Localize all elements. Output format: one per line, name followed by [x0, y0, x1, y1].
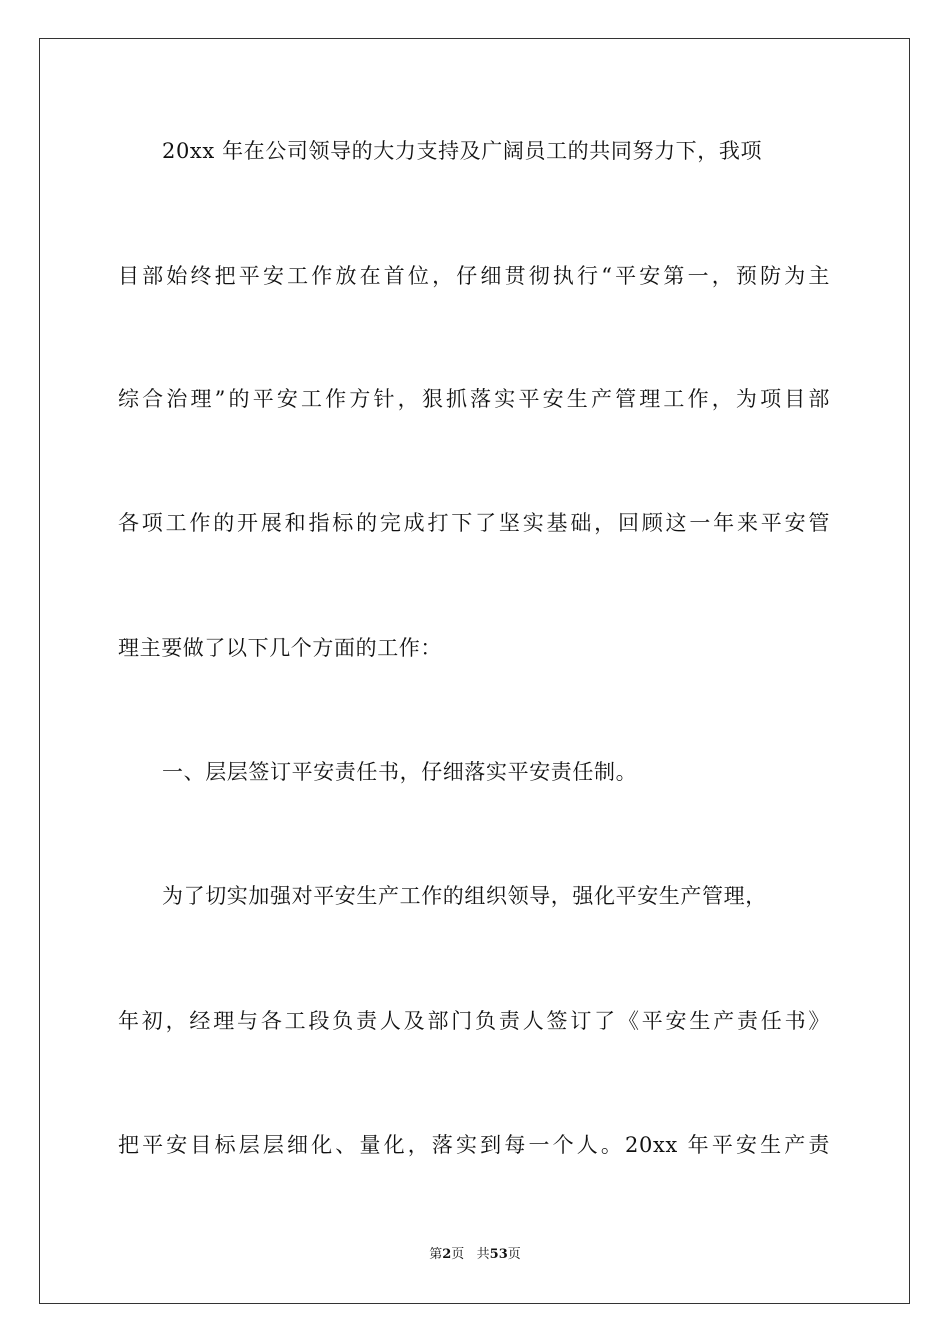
paragraph-line-7: 年初，经理与各工段负责人及部门负责人签订了《平安生产责任书》 — [118, 1009, 830, 1033]
footer-suffix: 页 — [507, 1247, 521, 1262]
paragraph-line-4: 各项工作的开展和指标的完成打下了坚实基础，回顾这一年来平安管 — [118, 511, 830, 535]
paragraph-line-2: 目部始终把平安工作放在首位，仔细贯彻执行“平安第一，预防为主 — [118, 264, 830, 288]
paragraph-line-3: 综合治理”的平安工作方针，狠抓落实平安生产管理工作，为项目部 — [118, 387, 830, 411]
footer-current-page: 2 — [442, 1247, 452, 1262]
paragraph-line-8: 把平安目标层层细化、量化，落实到每一个人。20xx 年平安生产责 — [118, 1133, 830, 1157]
paragraph-line-5: 理主要做了以下几个方面的工作： — [118, 636, 442, 660]
section-heading: 一、层层签订平安责任书，仔细落实平安责任制。 — [162, 760, 638, 784]
footer-prefix: 第 — [429, 1247, 443, 1262]
footer-total-pages: 53 — [489, 1247, 508, 1262]
paragraph-line-6: 为了切实加强对平安生产工作的组织领导，强化平安生产管理， — [162, 884, 767, 908]
page-frame — [39, 38, 910, 1304]
page-number-footer — [0, 1246, 950, 1264]
footer-mid: 页 共 — [451, 1247, 490, 1262]
paragraph-line-1: 20xx 年在公司领导的大力支持及广阔员工的共同努力下，我项 — [162, 139, 763, 163]
